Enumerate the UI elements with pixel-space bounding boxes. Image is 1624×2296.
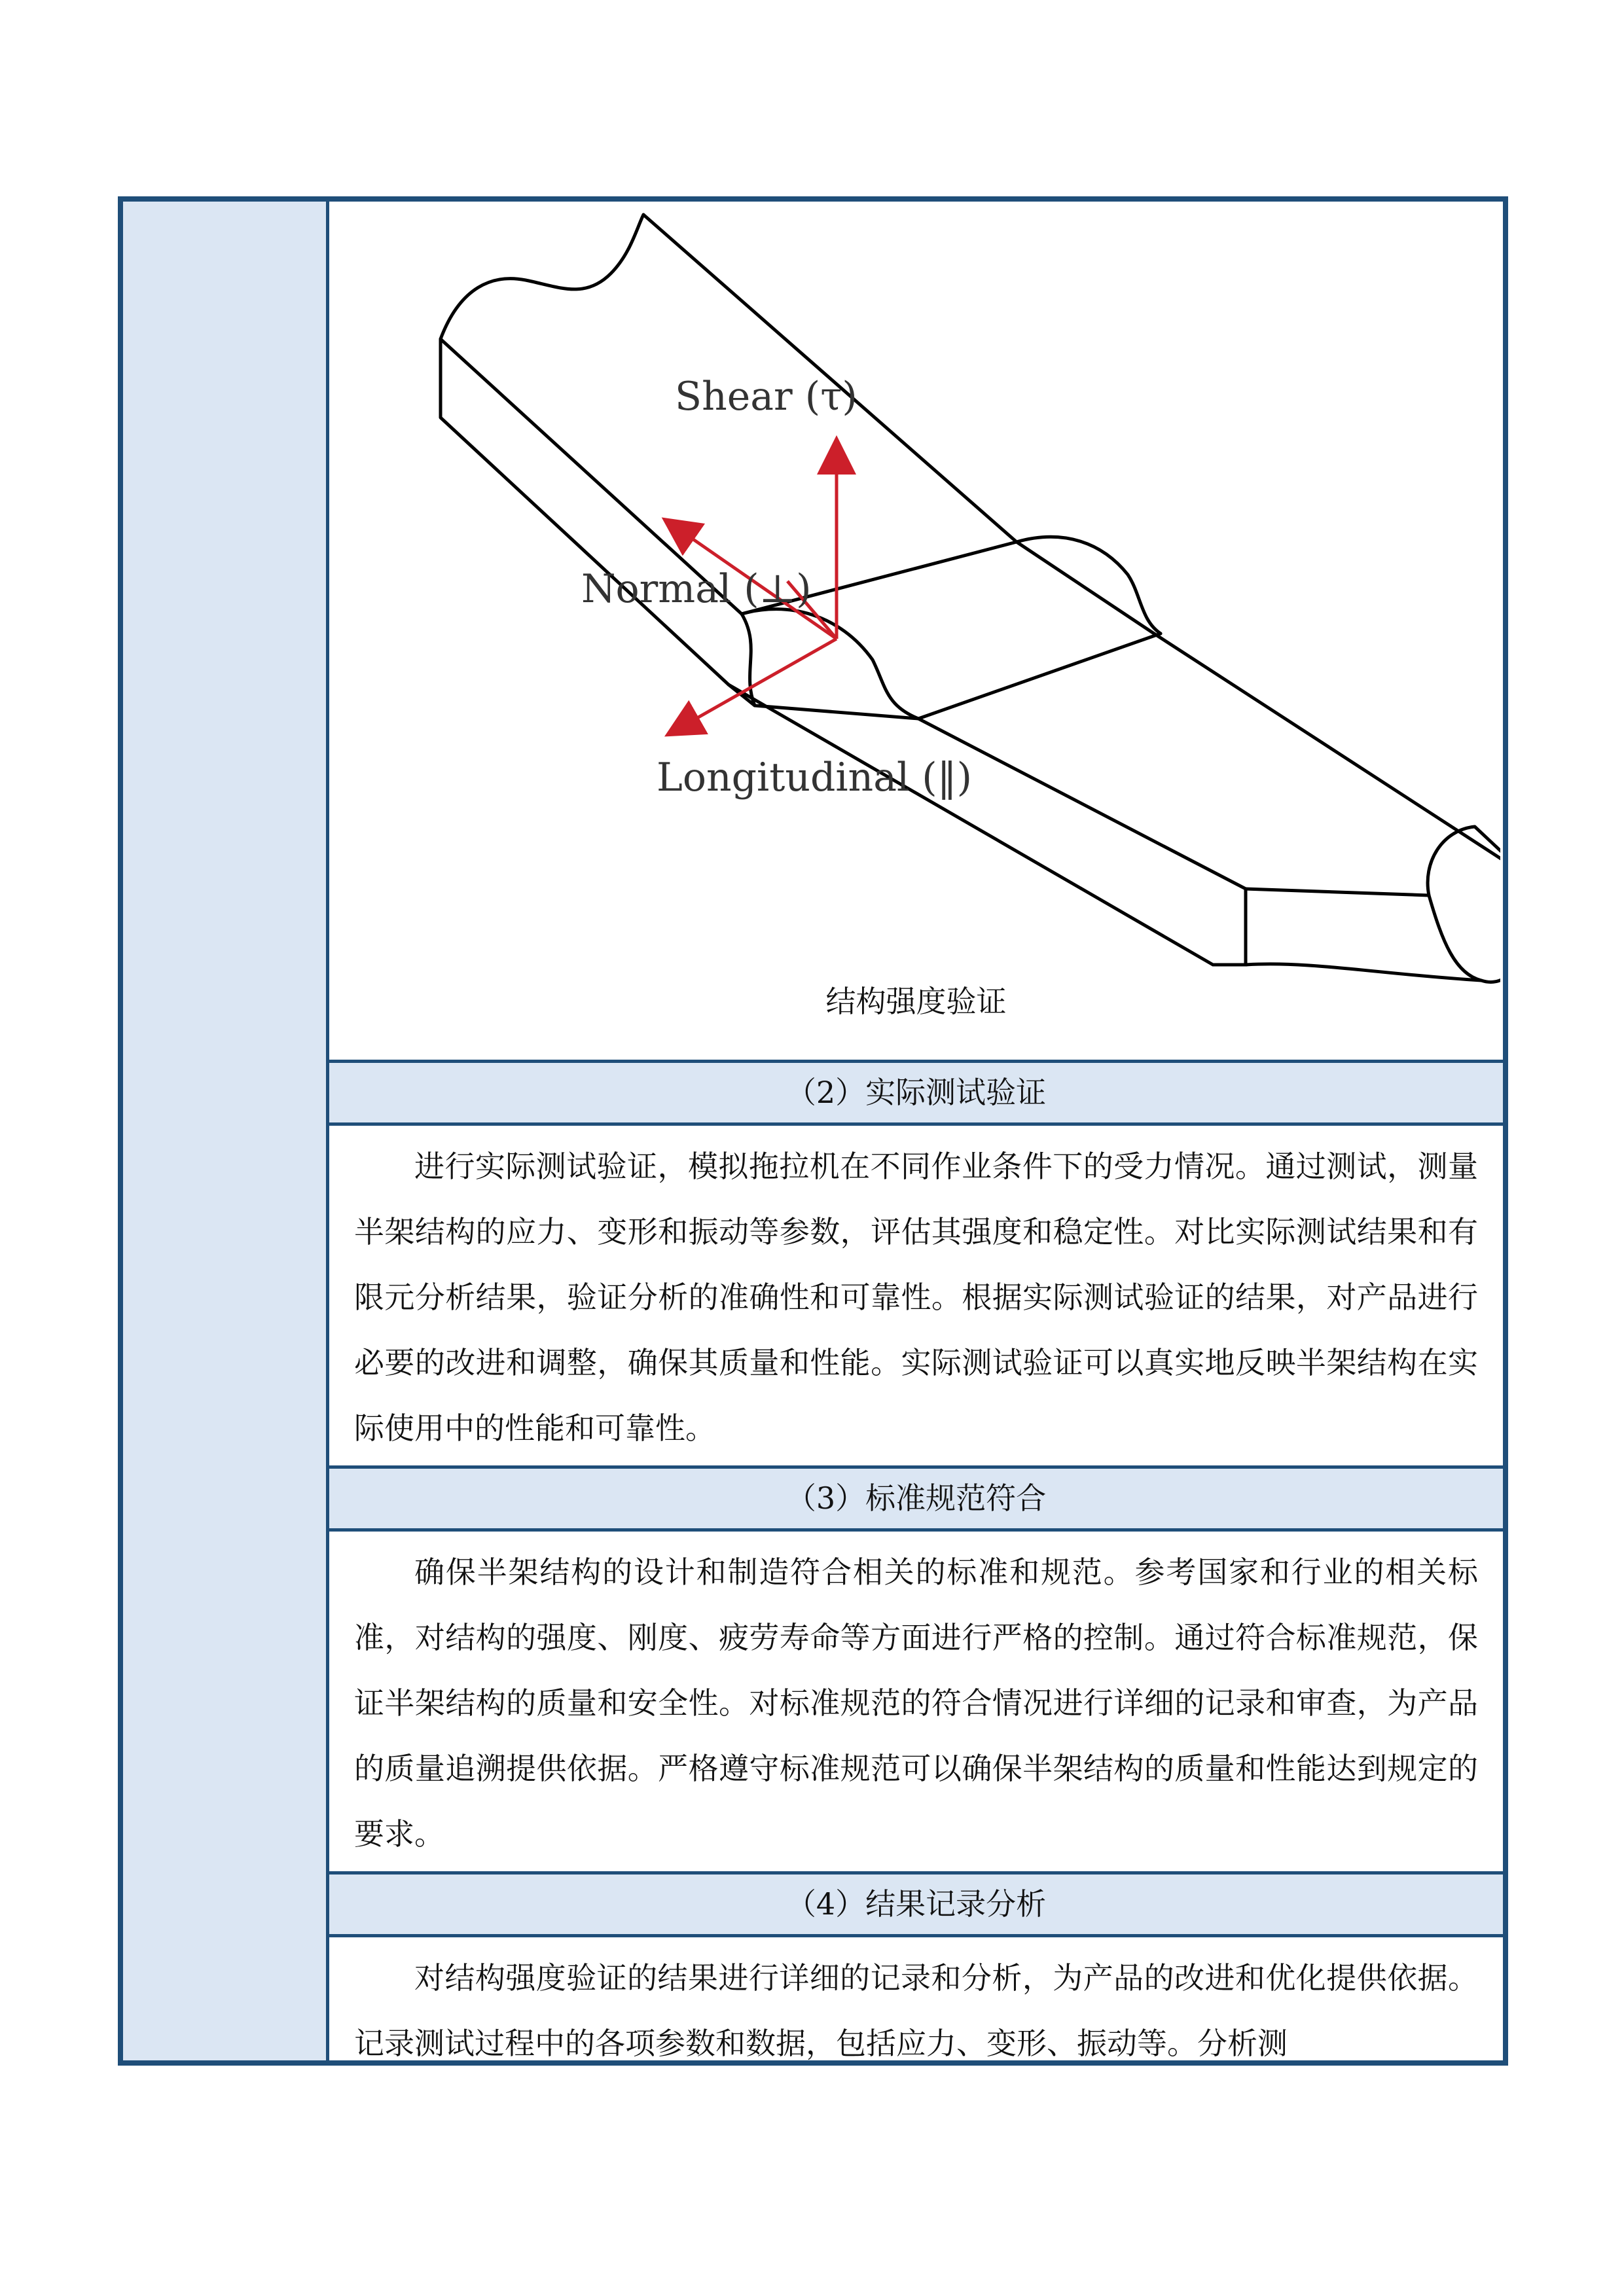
- section-4-heading: （4）结果记录分析: [329, 1874, 1503, 1937]
- section-4-body-cell: [329, 1937, 1503, 2060]
- section-2-paragraph: 进行实际测试验证，模拟拖拉机在不同作业条件下的受力情况。通过测试，测量半架结构的应力、变形和振动等参数，评估其强度和稳定性。对比实际测试结果和有限元分析结果，验证分析的准确性和可靠性。根据实际测试验证的结果，对产品进行必要的改进和调整，确保其质量和性能。实际测试验证可以真实地反映半架结构在实际使用中的性能和可靠性。: [354, 1149, 1478, 1446]
- figure-caption: 结构强度验证: [825, 984, 1007, 1019]
- plate-front-face: [1213, 889, 1246, 965]
- weld-bead-near: [742, 609, 918, 719]
- plate-front-bottom: [1246, 964, 1481, 980]
- longitudinal-label: Longitudinal (‖): [657, 755, 973, 800]
- section-2-body-cell: [329, 1126, 1503, 1469]
- section-3-paragraph: 确保半架结构的设计和制造符合相关的标准和规范。参考国家和行业的相关标准，对结构的强度、刚度、疲劳寿命等方面进行严格的控制。通过符合标准规范，保证半架结构的质量和安全性。对标准规范的符合情况进行详细的记录和审查，为产品的质量追溯提供依据。严格遵守标准规范可以确保半架结构的质量和性能达到规定的要求。: [354, 1554, 1478, 1852]
- left-margin-column: [123, 202, 329, 2060]
- weld-seam-bottom: [918, 634, 1161, 719]
- section-4-paragraph: 对结构强度验证的结果进行详细的记录和分析，为产品的改进和优化提供依据。记录测试过程中的各项参数和数据，包括应力、变形、振动等。分析测: [354, 1960, 1478, 2061]
- section-3-body-cell: [329, 1532, 1503, 1874]
- section-2-heading: （2）实际测试验证: [329, 1063, 1503, 1126]
- shear-label: Shear (τ): [675, 374, 857, 420]
- normal-label: Normal (⊥): [581, 566, 812, 612]
- longitudinal-arrow: [673, 639, 837, 732]
- content-column: [329, 202, 1503, 2060]
- section-3-heading: （3）标准规范符合: [329, 1469, 1503, 1532]
- plate-front-top: [1246, 889, 1429, 895]
- plate-break-top: [441, 215, 643, 339]
- weld-bead-far: [1017, 537, 1161, 634]
- content-table-frame: [118, 196, 1508, 2066]
- figure-cell: [329, 202, 1503, 1063]
- plate-left-face: [441, 339, 1213, 965]
- weld-stress-diagram: [329, 202, 1500, 1063]
